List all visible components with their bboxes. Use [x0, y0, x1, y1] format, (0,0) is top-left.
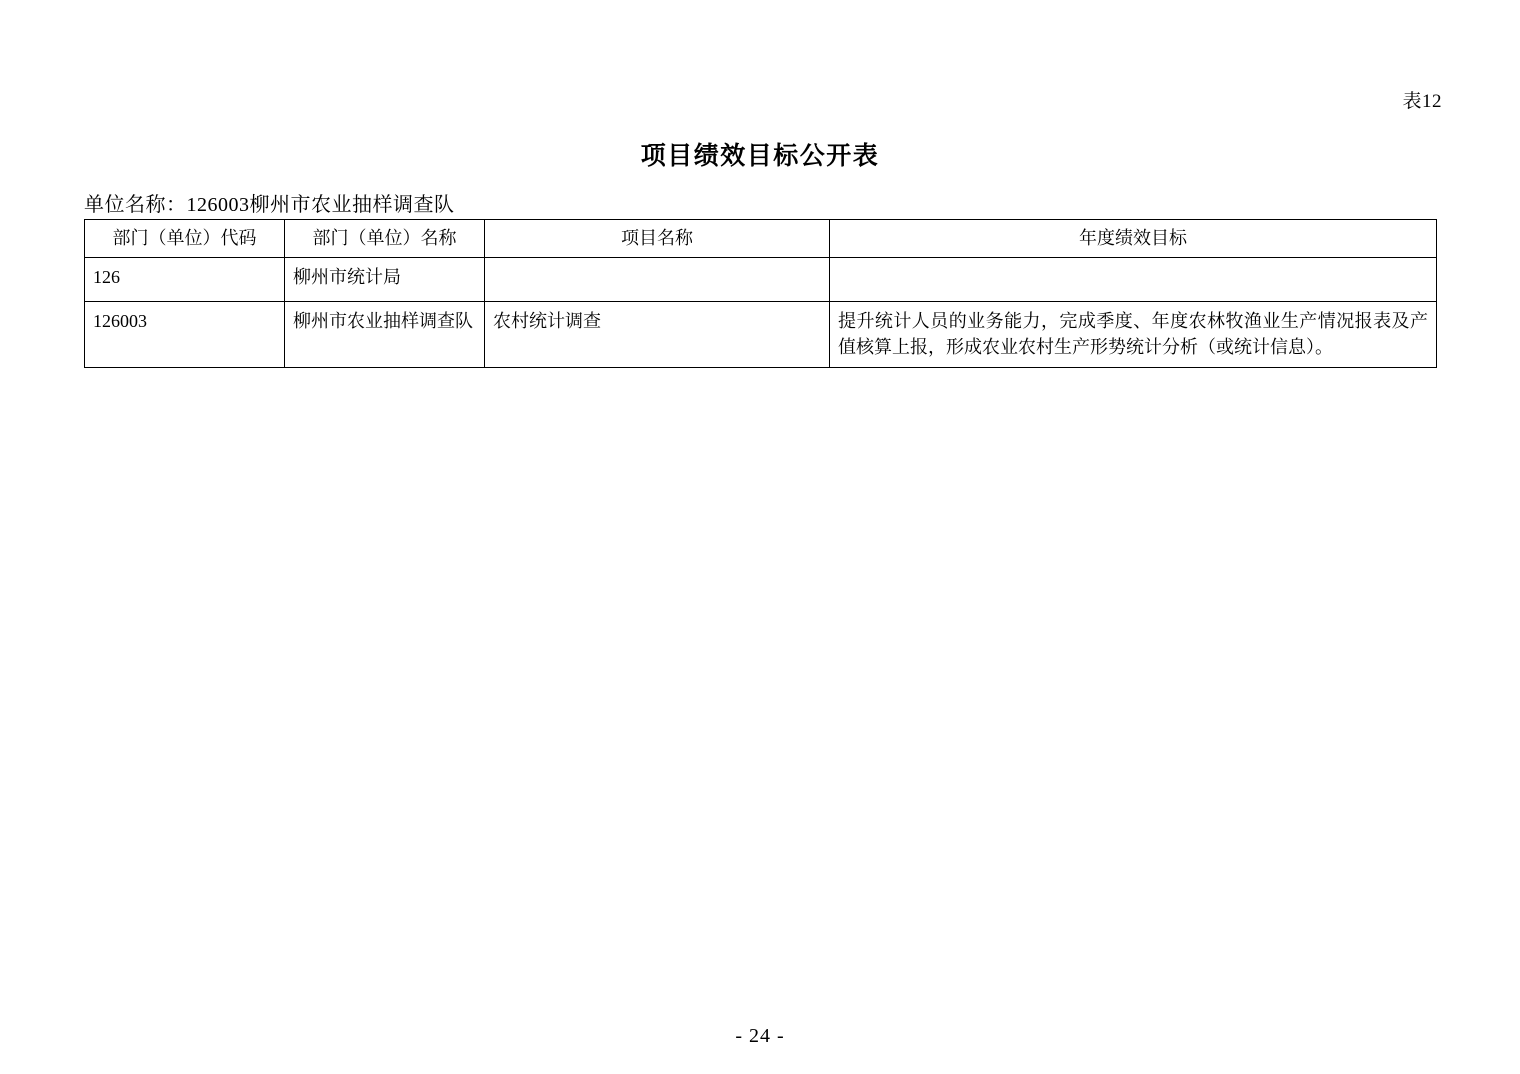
page-title: 项目绩效目标公开表: [640, 143, 880, 170]
sheet-label: 表12: [1402, 91, 1442, 112]
cell-goal: [830, 258, 1437, 302]
page-number: - 24 -: [735, 1025, 785, 1047]
cell-code: 126: [85, 258, 285, 302]
cell-name: 柳州市统计局: [285, 258, 485, 302]
cell-project: [485, 258, 830, 302]
cell-code: 126003: [85, 302, 285, 368]
column-header-project: 项目名称: [485, 220, 830, 258]
cell-name: 柳州市农业抽样调查队: [285, 302, 485, 368]
column-header-goal: 年度绩效目标: [830, 220, 1437, 258]
column-header-name: 部门（单位）名称: [285, 220, 485, 258]
performance-goal-table: [84, 219, 1437, 368]
table-row: [85, 302, 1437, 368]
cell-project: 农村统计调查: [485, 302, 830, 368]
table-row: [85, 258, 1437, 302]
column-header-code: 部门（单位）代码: [85, 220, 285, 258]
table-header-row: [85, 220, 1437, 258]
cell-goal: 提升统计人员的业务能力，完成季度、年度农林牧渔业生产情况报表及产值核算上报，形成农业农村生产形势统计分析（或统计信息）。: [830, 302, 1437, 368]
unit-name-line: 单位名称：126003柳州市农业抽样调查队: [84, 194, 455, 216]
